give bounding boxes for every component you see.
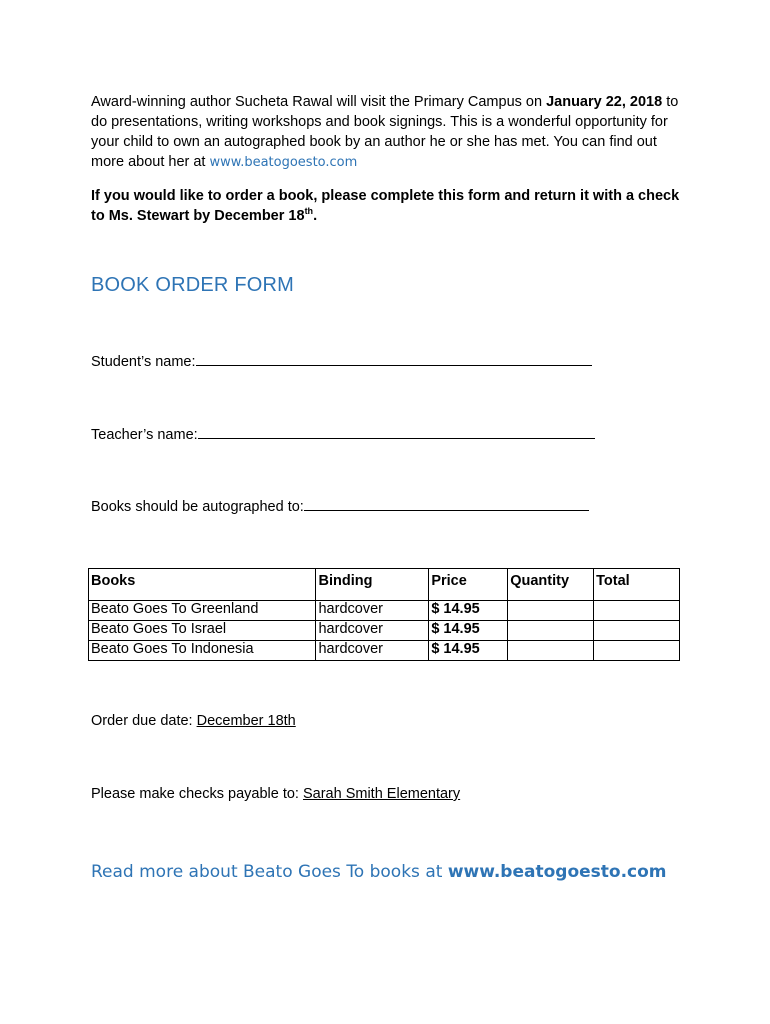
teacher-name-field [91, 425, 595, 443]
book-binding: hardcover [316, 601, 429, 621]
footer-website-link[interactable]: www.beatogoesto.com [447, 862, 667, 882]
intro-text-2: to do presentations, writing workshops and book signings. This is a wonderful opportunity for your child to own an autographed book by an author he or she has met. You can find out more about her at [91, 94, 679, 170]
payable-line [91, 786, 460, 802]
teacher-name-blank[interactable] [198, 425, 595, 439]
student-name-blank[interactable] [196, 352, 592, 366]
table-row [89, 641, 680, 661]
total-cell[interactable] [594, 601, 680, 621]
payable-value: Sarah Smith Elementary [302, 786, 461, 802]
book-price: $ 14.95 [429, 621, 508, 641]
table-header-row [89, 569, 680, 601]
book-title: Beato Goes To Indonesia [89, 641, 316, 661]
book-price: $ 14.95 [429, 641, 508, 661]
quantity-cell[interactable] [508, 601, 594, 621]
table-row [89, 601, 680, 621]
autograph-field [91, 497, 589, 515]
quantity-cell[interactable] [508, 641, 594, 661]
header-total: Total [594, 569, 680, 601]
header-binding: Binding [316, 569, 429, 601]
table-row [89, 621, 680, 641]
book-title: Beato Goes To Israel [89, 621, 316, 641]
order-instructions [91, 186, 691, 226]
total-cell[interactable] [594, 621, 680, 641]
header-books: Books [89, 569, 316, 601]
total-cell[interactable] [594, 641, 680, 661]
student-name-label: Student’s name: [91, 354, 196, 370]
order-instructions-end: . [313, 208, 318, 224]
payable-label: Please make checks payable to: [91, 786, 303, 802]
intro-paragraph [91, 92, 691, 173]
author-website-link[interactable]: www.beatogoesto.com [209, 155, 358, 170]
book-order-table [88, 568, 680, 661]
autograph-label: Books should be autographed to: [91, 499, 304, 515]
teacher-name-label: Teacher’s name: [91, 427, 198, 443]
quantity-cell[interactable] [508, 621, 594, 641]
header-quantity: Quantity [508, 569, 594, 601]
intro-text-1: Award-winning author Sucheta Rawal will visit the Primary Campus on [91, 94, 547, 110]
order-due-label: Order due date: [91, 713, 197, 729]
book-price: $ 14.95 [429, 601, 508, 621]
footer-line [91, 862, 667, 882]
header-price: Price [429, 569, 508, 601]
autograph-blank[interactable] [304, 497, 589, 511]
student-name-field [91, 352, 592, 370]
order-due-line [91, 713, 296, 729]
form-title: BOOK ORDER FORM [91, 274, 295, 296]
order-instructions-text: If you would like to order a book, please complete this form and return it with a check to Ms. Stewart by December 18 [91, 188, 680, 224]
footer-text: Read more about Beato Goes To books at [91, 862, 448, 882]
order-due-value: December 18th [196, 713, 296, 729]
book-binding: hardcover [316, 641, 429, 661]
book-title: Beato Goes To Greenland [89, 601, 316, 621]
visit-date: January 22, 2018 [546, 94, 663, 110]
book-binding: hardcover [316, 621, 429, 641]
order-instructions-sup: th [304, 206, 314, 217]
